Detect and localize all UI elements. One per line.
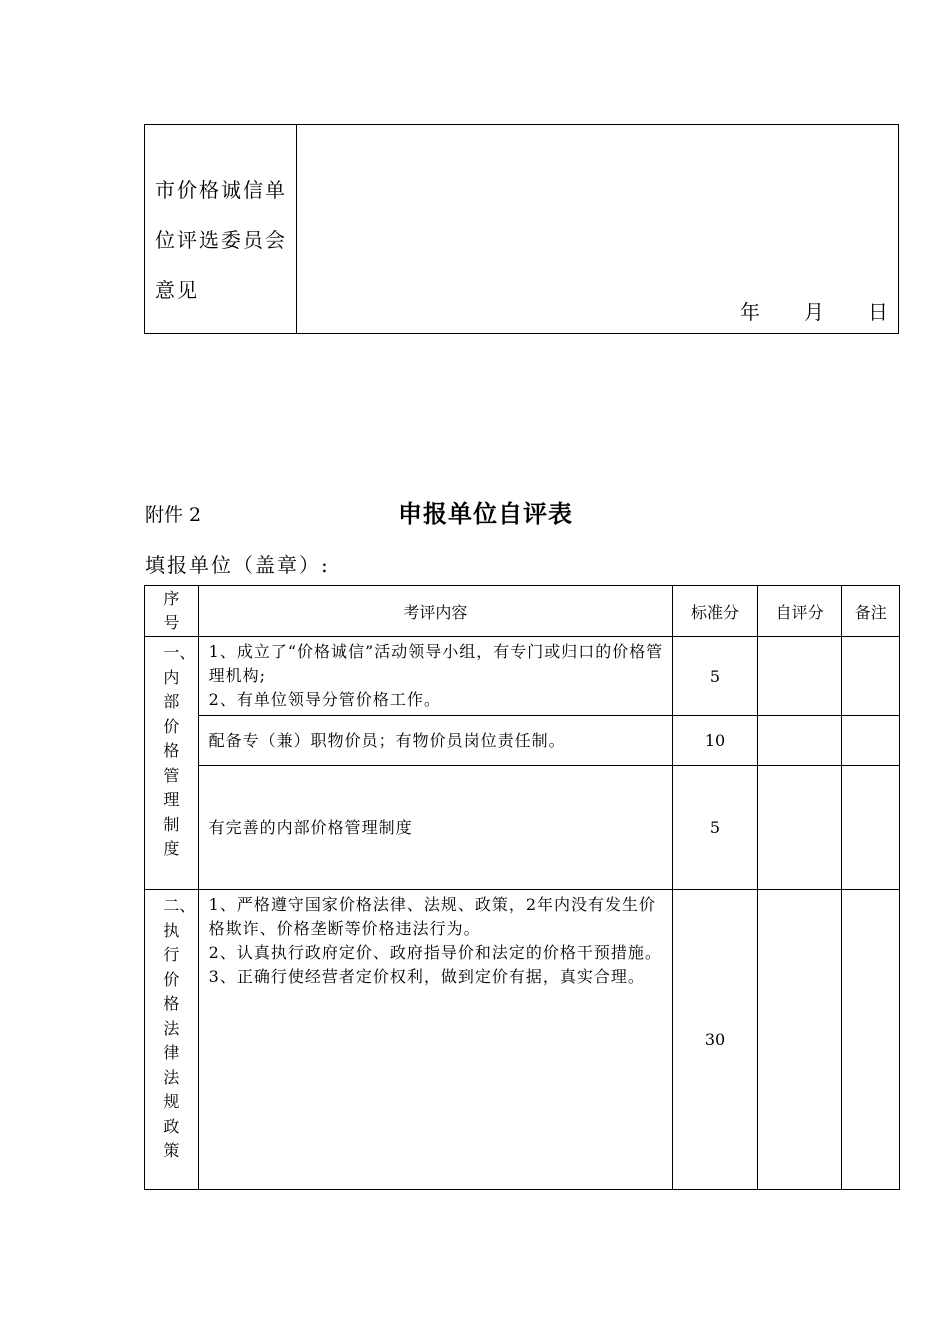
section2-row1-score: 30 bbox=[673, 890, 758, 1190]
opinion-label: 市价格诚信单位评选委员会意见 bbox=[155, 178, 287, 302]
section1-seq: 一、内部价格管理制度 bbox=[145, 637, 199, 890]
date-line bbox=[740, 296, 888, 325]
header-remarks: 备注 bbox=[842, 586, 900, 637]
section2-row1-self-score[interactable] bbox=[757, 890, 842, 1190]
section1-row2-self-score[interactable] bbox=[757, 716, 842, 766]
section2-seq: 二、执行价格法律法规政策 bbox=[145, 890, 199, 1190]
table-header-row bbox=[145, 586, 900, 637]
section1-row1-content: 1、成立了“价格诚信”活动领导小组，有专门或归口的价格管理机构; 2、有单位领导分管价格工作。 bbox=[198, 637, 672, 716]
table-row bbox=[145, 637, 900, 716]
table-row bbox=[145, 890, 900, 1190]
header-content: 考评内容 bbox=[198, 586, 672, 637]
self-evaluation-table bbox=[144, 585, 900, 1190]
section1-row3-remarks[interactable] bbox=[842, 766, 900, 890]
section1-row1-self-score[interactable] bbox=[757, 637, 842, 716]
table-row bbox=[145, 716, 900, 766]
section1-row3-score: 5 bbox=[673, 766, 758, 890]
year-label: 年 bbox=[740, 300, 760, 324]
month-label: 月 bbox=[804, 300, 824, 324]
header-self-score: 自评分 bbox=[757, 586, 842, 637]
fill-unit-label: 填报单位（盖章）: bbox=[145, 553, 330, 577]
section2-row1-remarks[interactable] bbox=[842, 890, 900, 1190]
attachment-label: 附件 2 bbox=[145, 504, 202, 526]
section1-row1-remarks[interactable] bbox=[842, 637, 900, 716]
opinion-label-cell bbox=[145, 125, 297, 333]
day-label: 日 bbox=[868, 300, 888, 324]
section1-row3-content: 有完善的内部价格管理制度 bbox=[198, 766, 672, 890]
header-standard-score: 标准分 bbox=[673, 586, 758, 637]
section1-row2-content: 配备专（兼）职物价员；有物价员岗位责任制。 bbox=[198, 716, 672, 766]
header-seq: 序号 bbox=[145, 586, 199, 637]
table-row bbox=[145, 766, 900, 890]
section1-row1-score: 5 bbox=[673, 637, 758, 716]
page-title: 申报单位自评表 bbox=[398, 500, 573, 528]
section1-row2-score: 10 bbox=[673, 716, 758, 766]
section1-row2-remarks[interactable] bbox=[842, 716, 900, 766]
section2-row1-content: 1、严格遵守国家价格法律、法规、政策，2年内没有发生价格欺诈、价格垄断等价格违法行为。 2、认真执行政府定价、政府指导价和法定的价格干预措施。 3、正确行使经营者定价权利，做到定价有据，真实合理。 bbox=[198, 890, 672, 1190]
opinion-box bbox=[144, 124, 899, 334]
section1-row3-self-score[interactable] bbox=[757, 766, 842, 890]
